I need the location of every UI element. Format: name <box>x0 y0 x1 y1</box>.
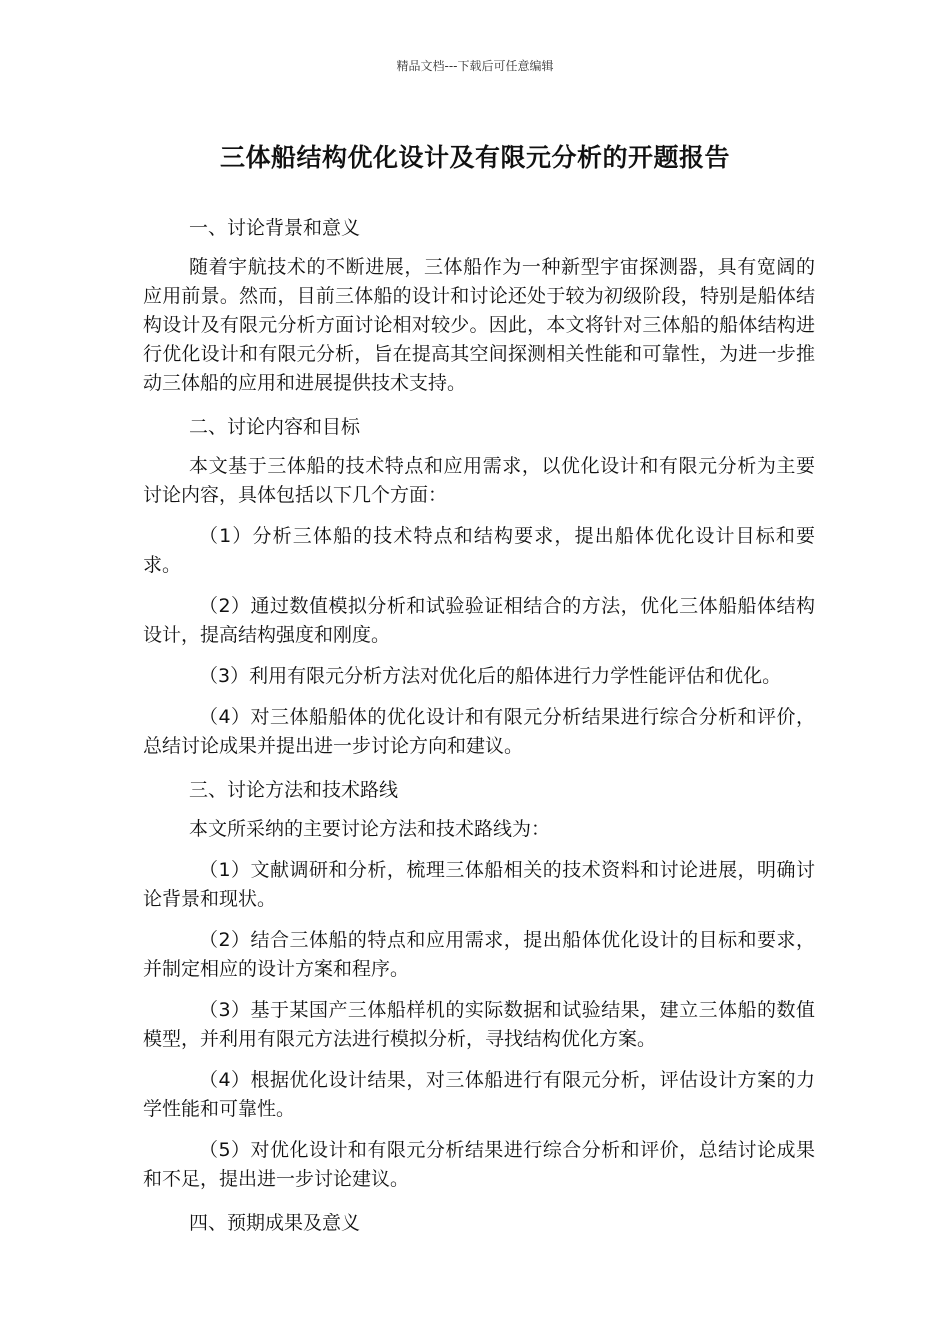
section-3-item: （3）基于某国产三体船样机的实际数据和试验结果，建立三体船的数值模型，并利用有限元方法进行模拟分析，寻找结构优化方案。 <box>143 999 815 1050</box>
section-heading-4: 四、预期成果及意义 <box>189 1212 361 1234</box>
section-heading-1: 一、讨论背景和意义 <box>189 217 361 239</box>
page-header-note: 精品文档---下载后可任意编辑 <box>396 59 554 73</box>
section-heading-3: 三、讨论方法和技术路线 <box>189 779 399 801</box>
section-3-item: （4）根据优化设计结果，对三体船进行有限元分析，评估设计方案的力学性能和可靠性。 <box>143 1069 815 1120</box>
section-1-paragraph: 随着宇航技术的不断进展，三体船作为一种新型宇宙探测器，具有宽阔的应用前景。然而，目前三体船的设计和讨论还处于较为初级阶段，特别是船体结构设计及有限元分析方面讨论相对较少。因此，本文将针对三体船的船体结构进行优化设计和有限元分析，旨在提高其空间探测相关性能和可靠性，为进一步推动三体船的应用和进展提供技术支持。 <box>143 256 815 394</box>
section-2-intro: 本文基于三体船的技术特点和应用需求，以优化设计和有限元分析为主要讨论内容，具体包括以下几个方面： <box>143 455 815 506</box>
section-2-item: （2）通过数值模拟分析和试验验证相结合的方法，优化三体船船体结构设计，提高结构强度和刚度。 <box>143 595 815 646</box>
section-3-item: （5）对优化设计和有限元分析结果进行综合分析和评价，总结讨论成果和不足，提出进一步讨论建议。 <box>143 1139 815 1190</box>
section-2-item: （4）对三体船船体的优化设计和有限元分析结果进行综合分析和评价，总结讨论成果并提出进一步讨论方向和建议。 <box>143 706 815 757</box>
section-2-item: （3）利用有限元分析方法对优化后的船体进行力学性能评估和优化。 <box>199 665 782 687</box>
section-3-item: （1）文献调研和分析，梳理三体船相关的技术资料和讨论进展，明确讨论背景和现状。 <box>143 859 815 910</box>
document-body <box>143 211 815 1248</box>
section-3-item: （2）结合三体船的特点和应用需求，提出船体优化设计的目标和要求，并制定相应的设计方案和程序。 <box>143 929 815 980</box>
section-3-intro: 本文所采纳的主要讨论方法和技术路线为： <box>189 818 551 840</box>
section-heading-2: 二、讨论内容和目标 <box>189 416 361 438</box>
section-2-item: （1）分析三体船的技术特点和结构要求，提出船体优化设计目标和要求。 <box>143 525 815 576</box>
document-title: 三体船结构优化设计及有限元分析的开题报告 <box>219 143 730 172</box>
